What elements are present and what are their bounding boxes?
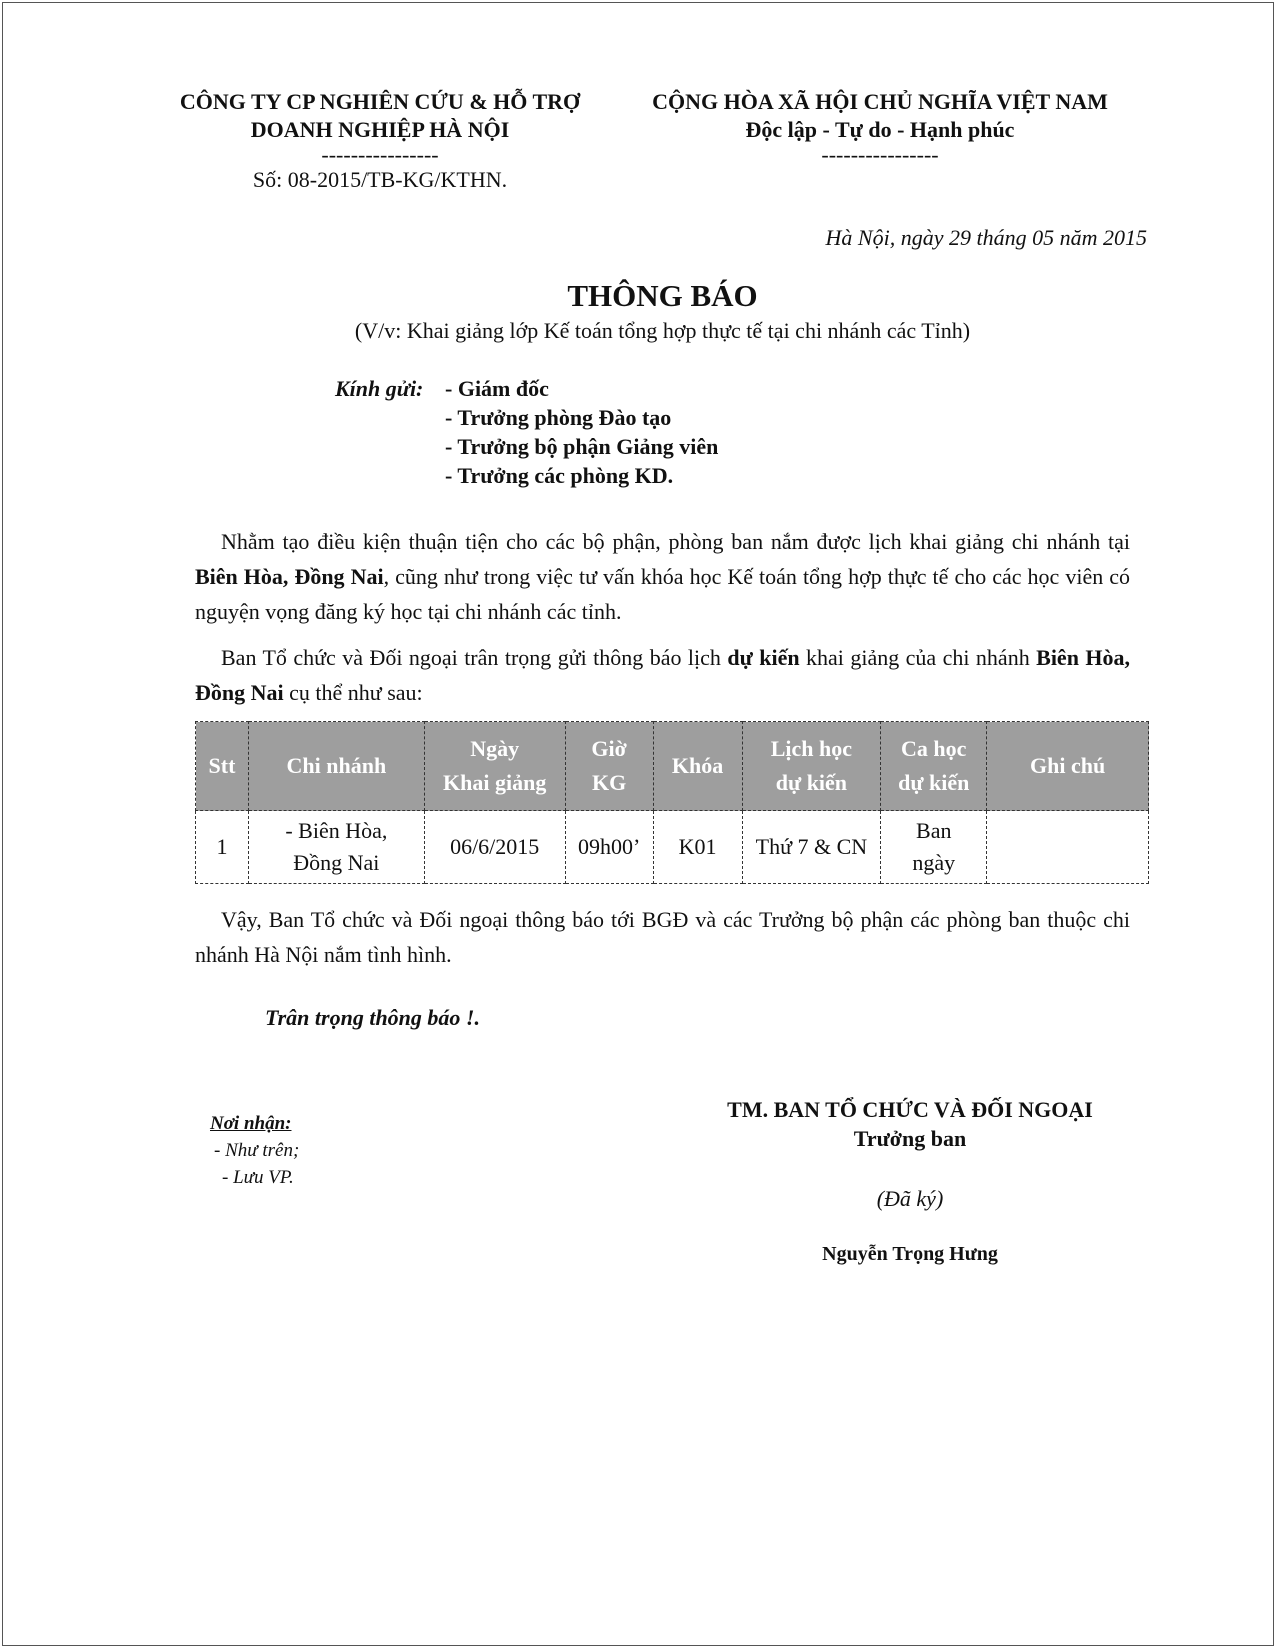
paragraph-intro: [195, 524, 1130, 629]
header-start-date: [424, 722, 565, 811]
cell-branch: [248, 811, 424, 884]
header-schedule-line2: dự kiến: [775, 770, 848, 795]
header-stt: Stt: [196, 722, 249, 811]
signature-role: Trưởng ban: [853, 1126, 967, 1151]
cell-schedule: Thứ 7 & CN: [742, 811, 881, 884]
header-start-date-line1: Ngày: [470, 736, 520, 761]
cell-branch-line2: Đồng Nai: [293, 850, 380, 875]
document-number: Số: 08-2015/TB-KG/KTHN.: [252, 167, 508, 192]
recipients-list-label: Nơi nhận:: [210, 1113, 292, 1134]
cell-shift-line1: Ban: [916, 818, 952, 843]
closing-line: Trân trọng thông báo !.: [265, 1005, 480, 1030]
company-header: [150, 88, 610, 194]
paragraph-text: , cũng như trong việc tư vấn khóa học Kế toán tổng hợp thực tế cho các học viên có nguyện vọng đăng ký học tại chi nhánh các tỉnh.: [195, 564, 1130, 624]
cell-stt: 1: [196, 811, 249, 884]
table-header-row: [196, 722, 1149, 811]
header-schedule: [742, 722, 881, 811]
cell-start-date: 06/6/2015: [424, 811, 565, 884]
cell-note: [987, 811, 1149, 884]
paragraph-text: cụ thể như sau:: [283, 680, 423, 705]
signer-name: Nguyễn Trọng Hưng: [822, 1243, 998, 1265]
signature-status: (Đã ký): [876, 1186, 944, 1211]
header-start-time: [565, 722, 653, 811]
national-header: [620, 88, 1140, 166]
cell-branch-line1: - Biên Hòa,: [285, 818, 388, 843]
paragraph-text: Vậy, Ban Tổ chức và Đối ngoại thông báo tới BGĐ và các Trưởng bộ phận các phòng ban thuộc chi nhánh Hà Nội nắm tình hình.: [195, 907, 1130, 967]
company-name-line1: CÔNG TY CP NGHIÊN CỨU & HỖ TRỢ: [179, 89, 581, 114]
recipients-list: [210, 1110, 299, 1191]
paragraph-text: khai giảng của chi nhánh: [799, 645, 1037, 670]
recipient-item: - Trưởng các phòng KD.: [445, 463, 674, 488]
cell-shift: [881, 811, 987, 884]
header-schedule-line1: Lịch học: [770, 736, 853, 761]
signature-org: TM. BAN TỔ CHỨC VÀ ĐỐI NGOẠI: [727, 1097, 1093, 1122]
cell-start-time: 09h00’: [565, 811, 653, 884]
header-branch: Chi nhánh: [248, 722, 424, 811]
paragraph-schedule: [195, 640, 1130, 710]
recipient-item: - Trưởng phòng Đào tạo: [445, 405, 672, 430]
recipients-list-item: - Như trên;: [214, 1140, 300, 1161]
header-start-date-line2: Khai giảng: [443, 770, 547, 795]
schedule-table: [195, 721, 1149, 884]
paragraph-text: Nhằm tạo điều kiện thuận tiện cho các bộ phận, phòng ban nắm được lịch khai giảng chi nhánh tại: [221, 529, 1130, 554]
paragraph-bold: dự kiến: [727, 645, 800, 670]
recipient-item: - Trưởng bộ phận Giảng viên: [445, 434, 719, 459]
recipients-label: Kính gửi:: [335, 376, 424, 401]
paragraph-bold: Biên Hòa, Đồng Nai: [195, 564, 384, 589]
national-divider: ----------------: [821, 142, 939, 167]
header-start-time-line1: Giờ: [591, 736, 627, 761]
company-divider: ----------------: [321, 142, 439, 167]
company-name-line2: DOANH NGHIỆP HÀ NỘI: [250, 117, 510, 142]
cell-shift-line2: ngày: [912, 850, 956, 875]
header-shift-line1: Ca học: [901, 736, 967, 761]
table-row: [196, 811, 1149, 884]
recipients-block: [335, 374, 718, 490]
document-subtitle: (V/v: Khai giảng lớp Kế toán tổng hợp thực tế tại chi nhánh các Tỉnh): [354, 318, 971, 343]
recipient-item: - Giám đốc: [445, 376, 549, 401]
header-start-time-line2: KG: [591, 770, 627, 795]
national-motto: Độc lập - Tự do - Hạnh phúc: [745, 117, 1015, 142]
header-shift: [881, 722, 987, 811]
paragraph-text: Ban Tổ chức và Đối ngoại trân trọng gửi thông báo lịch: [221, 645, 728, 670]
document-title: THÔNG BÁO: [567, 278, 758, 313]
document-date: Hà Nội, ngày 29 tháng 05 năm 2015: [825, 225, 1147, 250]
recipients-list-item: - Lưu VP.: [222, 1167, 294, 1188]
header-course: Khóa: [653, 722, 742, 811]
paragraph-bold: Biên Hòa, Đồng Nai: [195, 645, 1130, 705]
header-shift-line2: dự kiến: [898, 770, 970, 795]
paragraph-conclusion: [195, 902, 1130, 972]
cell-course: K01: [653, 811, 742, 884]
national-title: CỘNG HÒA XÃ HỘI CHỦ NGHĨA VIỆT NAM: [652, 89, 1108, 114]
header-note: Ghi chú: [987, 722, 1149, 811]
